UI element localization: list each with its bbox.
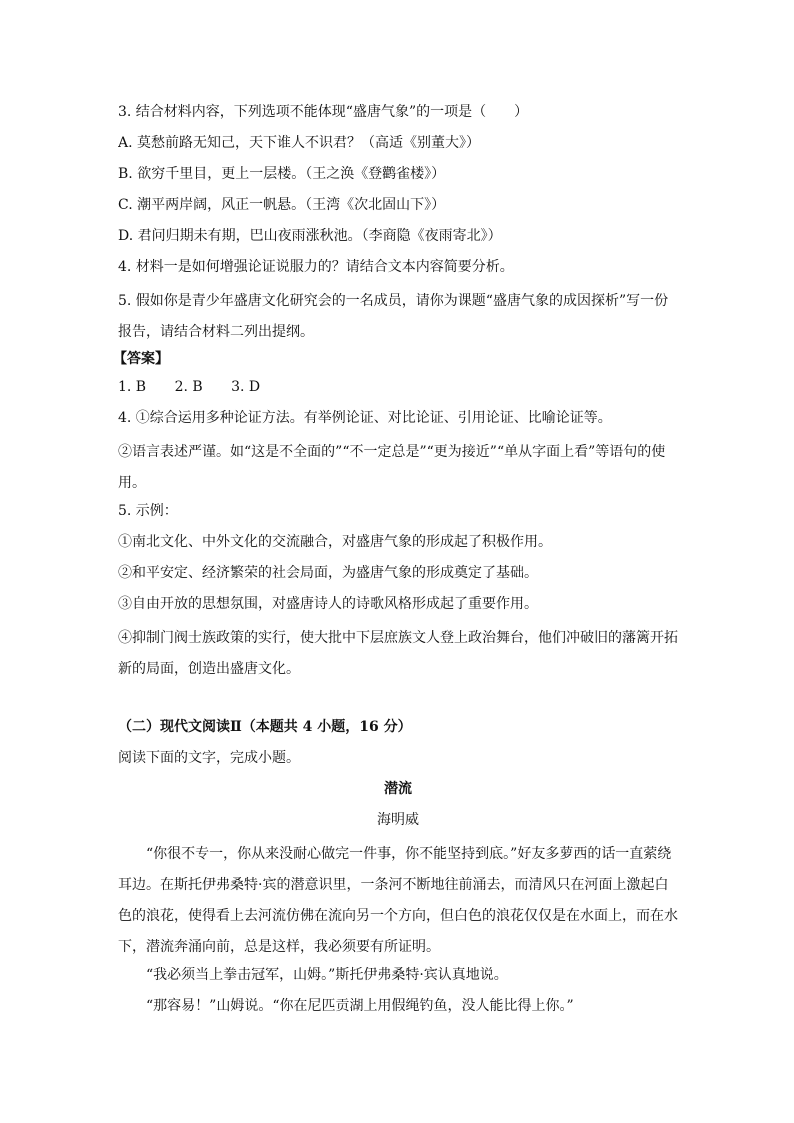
document-content [113, 100, 678, 1025]
answer-4-point-2: ②语言表述严谨。如“这是不全面的”“不一定总是”“更为接近”“单从字面上看”等语句的使用。 [118, 444, 666, 491]
section-2-heading: （二）现代文阅读Ⅱ（本题共 4 小题，16 分） [118, 719, 412, 735]
answer-2: 2. B [174, 379, 203, 395]
answer-5-point-3: ③自由开放的思想氛围，对盛唐诗人的诗歌风格形成起了重要作用。 [118, 596, 538, 612]
section-gap [118, 685, 678, 715]
answer-1: 1. B [118, 379, 147, 395]
question-4: 4. 材料一是如何增强论证说服力的？请结合文本内容简要分析。 [118, 259, 514, 275]
question-3-option-b: B. 欲穷千里目，更上一层楼。（王之涣《登鹳雀楼》） [118, 166, 446, 182]
passage-paragraph-3: “那容易！”山姆说。“你在尼匹贡湖上用假绳钓鱼，没人能比得上你。” [146, 998, 574, 1014]
answer-5-point-4: ④抑制门阀士族政策的实行，使大批中下层庶族文人登上政治舞台，他们冲破旧的藩篱开拓新的局面，创造出盛唐文化。 [118, 630, 678, 677]
question-3-option-a: A. 莫愁前路无知己，天下谁人不识君？（高适《别董大》） [118, 135, 481, 151]
answer-5-point-2: ②和平安定、经济繁荣的社会局面，为盛唐气象的形成奠定了基础。 [118, 565, 538, 581]
answer-multiple-choice [118, 375, 678, 406]
question-3-option-d: D. 君问归期未有期，巴山夜雨涨秋池。（李商隐《夜雨寄北》） [118, 228, 502, 244]
answer-5-intro: 5. 示例： [118, 503, 178, 519]
question-3-stem: 3. 结合材料内容，下列选项不能体现“盛唐气象”的一项是（ ） [118, 104, 529, 120]
answer-3: 3. D [231, 379, 261, 395]
passage-title: 潜流 [384, 781, 412, 797]
question-3-option-c: C. 潮平两岸阔，风正一帆悬。（王湾《次北固山下》） [118, 197, 446, 213]
section-2-instruction: 阅读下面的文字，完成小题。 [118, 750, 300, 766]
answer-heading: 【答案】 [113, 351, 169, 367]
passage-paragraph-1: “你很不专一，你从来没耐心做完一件事，你不能坚持到底。”好友多萝西的话一直萦绕耳边。在斯托伊弗桑特·宾的潜意识里，一条河不断地往前涌去，而清风只在河面上激起白色的浪花，使得看上去河流仿佛在流向另一个方向，但白色的浪花仅仅是在水面上，而在水下，潜流奔涌向前，总是这样，我必须要有所证明。 [118, 846, 678, 955]
passage-paragraph-2: “我必须当上拳击冠军，山姆。”斯托伊弗桑特·宾认真地说。 [146, 967, 508, 983]
answer-5-point-1: ①南北文化、中外文化的交流融合，对盛唐气象的形成起了积极作用。 [118, 534, 552, 550]
passage-author: 海明威 [377, 812, 419, 828]
question-5: 5. 假如你是青少年盛唐文化研究会的一名成员，请你为课题“盛唐气象的成因探析”写一份报告，请结合材料二列出提纲。 [118, 293, 669, 340]
answer-4-point-1: 4. ①综合运用多种论证方法。有举例论证、对比论证、引用论证、比喻论证等。 [118, 410, 612, 426]
